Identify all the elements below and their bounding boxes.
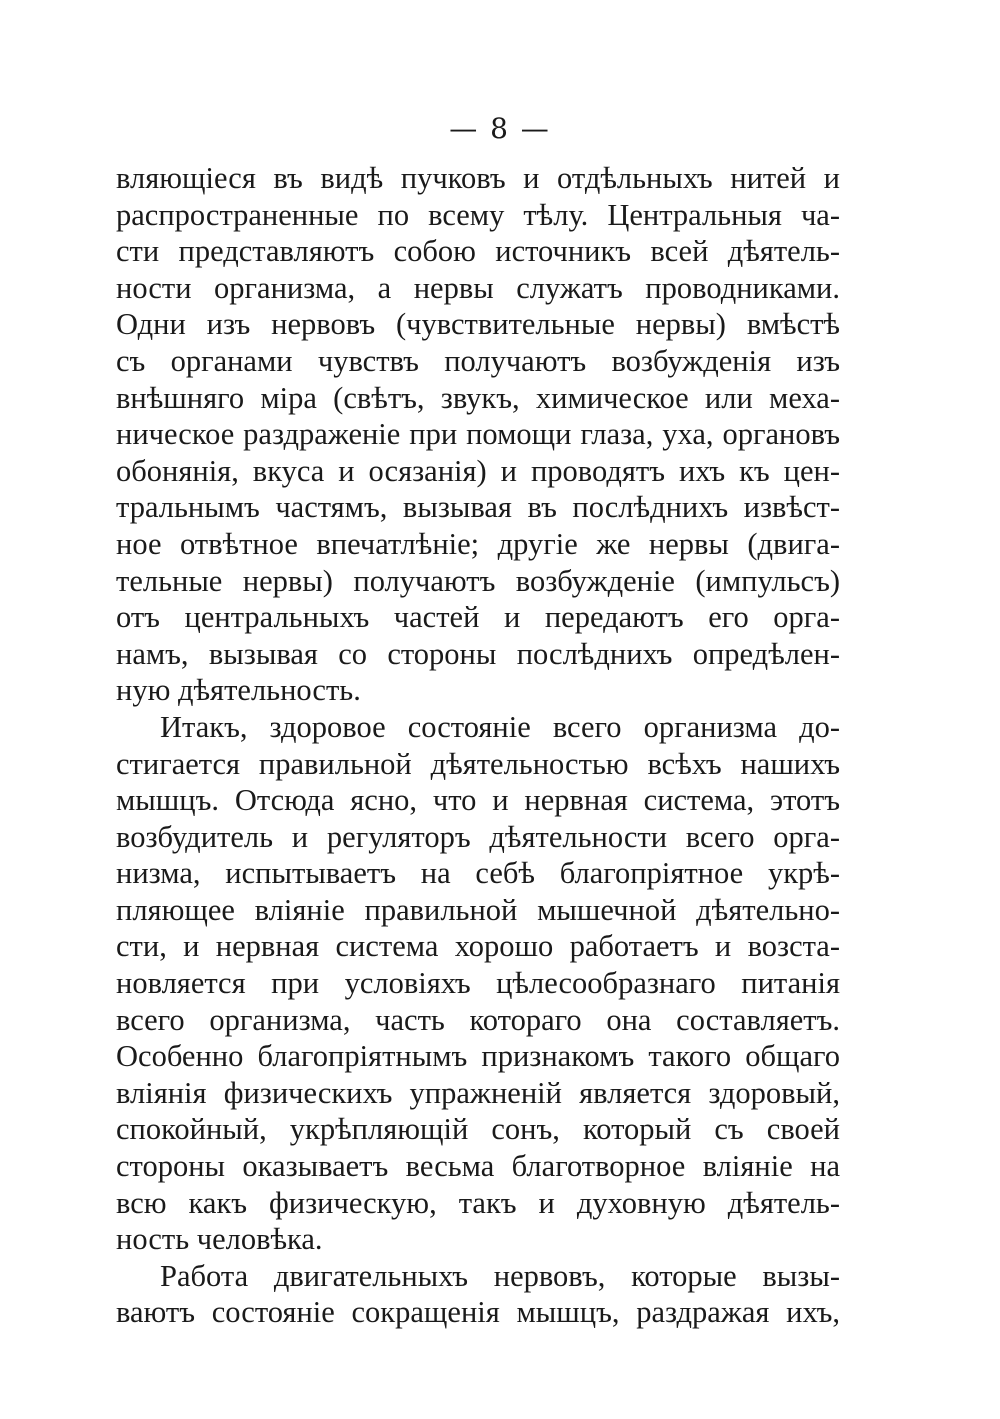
text-line: сти представляютъ собою источникъ всей дѣятель- xyxy=(116,234,840,269)
text-line: спокойный, укрѣпляющій сонъ, который съ своей xyxy=(116,1112,840,1147)
text-line: стигается правильной дѣятельностью всѣхъ нашихъ xyxy=(116,746,840,781)
text-line: Особенно благопріятнымъ признакомъ такого общаго xyxy=(116,1039,840,1074)
page-number: — 8 — xyxy=(449,112,551,145)
text-line: Итакъ, здоровое состояніе всего организма до- xyxy=(160,709,840,744)
text-line: намъ, вызывая со стороны послѣднихъ опредѣлен- xyxy=(116,636,840,671)
text-line: тральнымъ частямъ, вызывая въ послѣднихъ извѣст- xyxy=(116,490,840,525)
text-line: Работа двигательныхъ нервовъ, которые вызы- xyxy=(160,1258,840,1293)
text-line: низма, испытываетъ на себѣ благопріятное укрѣ- xyxy=(116,856,840,891)
text-line: сти, и нервная система хорошо работаетъ и возста- xyxy=(116,929,840,964)
text-line: пляющее вліяніе правильной мышечной дѣятельно- xyxy=(116,892,840,927)
body-text xyxy=(116,160,840,1331)
text-line: ность человѣка. xyxy=(116,1222,323,1257)
text-line: ваютъ состояніе сокращенія мышцъ, раздражая ихъ, xyxy=(116,1295,840,1330)
text-line: обонянія, вкуса и осязанія) и проводятъ ихъ къ цен- xyxy=(116,453,840,488)
paragraph-3 xyxy=(116,1258,840,1331)
text-line: вліянія физическихъ упражненій является здоровый, xyxy=(116,1075,840,1110)
paragraph-2 xyxy=(116,709,840,1258)
text-line: всего организма, часть котораго она составляетъ. xyxy=(116,1002,840,1037)
text-line: вляющіеся въ видѣ пучковъ и отдѣльныхъ нитей и xyxy=(116,161,840,195)
text-line: всю какъ физическую, такъ и духовную дѣятель- xyxy=(116,1185,840,1220)
text-line: тельные нервы) получаютъ возбужденіе (импульсъ) xyxy=(116,563,840,598)
text-line: ности организма, а нервы служатъ проводниками. xyxy=(116,270,840,305)
text-line: мышцъ. Отсюда ясно, что и нервная система, этотъ xyxy=(116,783,840,818)
paragraph-1 xyxy=(116,160,840,709)
text-line: Одни изъ нервовъ (чувствительные нервы) вмѣстѣ xyxy=(116,307,840,342)
text-line: стороны оказываетъ весьма благотворное вліяніе на xyxy=(116,1149,840,1184)
text-line: ное отвѣтное впечатлѣніе; другіе же нервы (двига- xyxy=(116,526,840,561)
text-line: внѣшняго міра (свѣтъ, звукъ, химическое или меха- xyxy=(116,380,840,415)
text-line: возбудитель и регуляторъ дѣятельности всего орга- xyxy=(116,819,840,854)
text-line: ную дѣятельность. xyxy=(116,673,361,708)
text-line: распространенные по всему тѣлу. Центральныя ча- xyxy=(116,197,840,232)
text-line: новляется при условіяхъ цѣлесообразнаго питанія xyxy=(116,966,840,1001)
text-line: отъ центральныхъ частей и передаютъ его орга- xyxy=(116,600,840,635)
text-line: съ органами чувствъ получаютъ возбужденія изъ xyxy=(116,343,840,378)
text-line: ническое раздраженіе при помощи глаза, уха, органовъ xyxy=(116,417,840,452)
